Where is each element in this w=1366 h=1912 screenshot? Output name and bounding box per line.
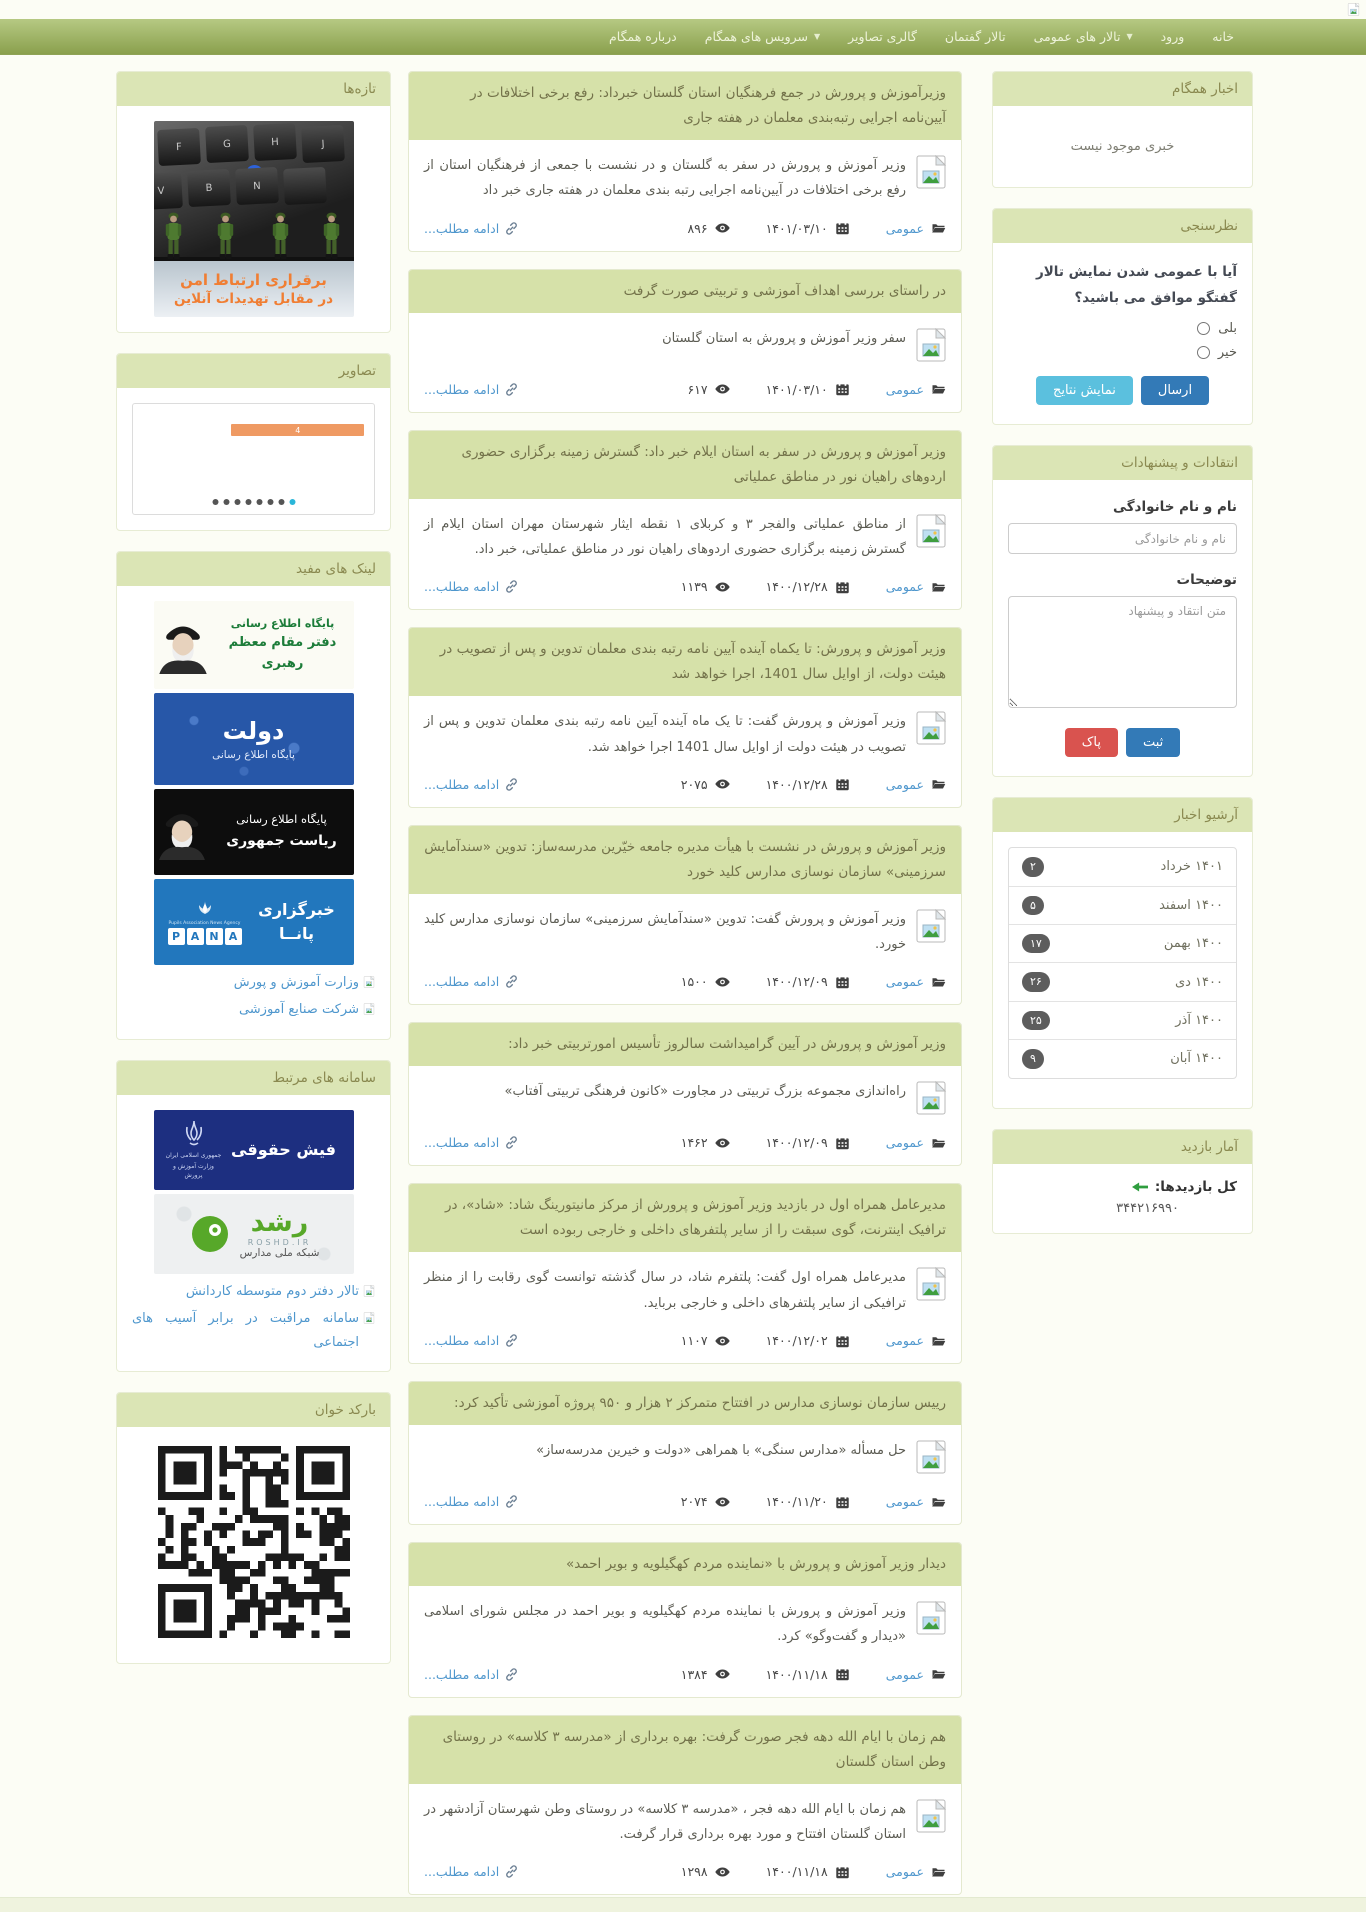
feedback-panel — [992, 445, 1253, 777]
calendar-icon — [835, 777, 850, 791]
image-carousel[interactable] — [132, 403, 375, 515]
leader-office-banner[interactable] — [154, 601, 354, 689]
news-card — [408, 825, 962, 1006]
archive-count-badge: ۱۷ — [1022, 934, 1050, 953]
calendar-icon — [835, 221, 850, 235]
pana-letter: A — [225, 928, 242, 945]
news-date: ۱۴۰۰/۱۲/۲۸ — [766, 579, 850, 594]
banner-text: رشد — [250, 1207, 309, 1239]
news-summary: مدیرعامل همراه اول گفت: پلتفرم شاد، در سال گذشته توانست گوی رقابت را از منظر ترافیکی از سایر پلتفرهای داخلی و خارجی برباید. — [424, 1270, 906, 1311]
news-views: ۱۵۰۰ — [681, 974, 730, 989]
calendar-icon — [835, 1136, 850, 1150]
poll-question: آیا با عمومی شدن نمایش تالار گفتگو موافق می باشید؟ — [1035, 264, 1237, 306]
folder-icon — [931, 1334, 946, 1348]
fullname-label: نام و نام خانوادگی — [1113, 499, 1237, 516]
nav-item-home[interactable]: خانه — [1212, 29, 1234, 44]
link-educational-industries[interactable]: شرکت صنایع آموزشی — [132, 996, 375, 1023]
news-title[interactable]: رییس سازمان نوسازی مدارس در افتتاح متمرکز ۲ هزار و ۹۵۰ پروژه آموزشی تأکید کرد: — [409, 1382, 961, 1425]
pana-news-agency-banner[interactable] — [154, 879, 354, 965]
news-card — [408, 1022, 962, 1166]
nav-item-login[interactable]: ورود — [1160, 29, 1185, 44]
news-category[interactable]: عمومی — [886, 777, 946, 792]
folder-icon — [931, 382, 946, 396]
folder-icon — [931, 975, 946, 989]
fullname-field[interactable] — [1008, 523, 1237, 554]
broken-image-icon — [916, 711, 946, 745]
archive-month-label: ۱۴۰۰ آذر — [1175, 1013, 1223, 1029]
panel-title: بارکد خوان — [117, 1393, 390, 1427]
calendar-icon — [835, 1334, 850, 1348]
news-summary: وزیر آموزش و پرورش با نماینده مردم کهگیلویه و بویر احمد در مجلس شورای اسلامی «دیدار و گفت‌وگو» کرد. — [424, 1604, 906, 1645]
page-top-strip — [0, 0, 1366, 19]
read-more-link[interactable]: ادامه مطلب... — [424, 382, 518, 397]
cleric-portrait — [154, 804, 210, 860]
iran-emblem-icon — [181, 1119, 207, 1149]
read-more-link[interactable]: ادامه مطلب... — [424, 974, 518, 989]
calendar-icon — [835, 1865, 850, 1879]
news-views: ۲۰۷۴ — [681, 1494, 730, 1509]
pana-letter: A — [187, 928, 204, 945]
broken-image-icon — [916, 1799, 946, 1833]
poll-radio-yes[interactable] — [1197, 322, 1210, 335]
banner-text: ریاست جمهوری — [226, 832, 337, 849]
keyboard-key: J — [301, 125, 345, 163]
news-list — [408, 71, 962, 1912]
broken-image-icon — [916, 328, 946, 362]
link-icon — [505, 1668, 518, 1681]
roshd-logo-icon — [188, 1212, 232, 1256]
chevron-down-icon: ▼ — [1126, 31, 1133, 41]
read-more-link[interactable]: ادامه مطلب... — [424, 1135, 518, 1150]
panel-title: تازه‌ها — [117, 72, 390, 106]
poll-option-no[interactable] — [1008, 345, 1237, 360]
read-more-link[interactable]: ادامه مطلب... — [424, 1864, 518, 1879]
folder-icon — [931, 1865, 946, 1879]
cleric-portrait — [154, 616, 212, 674]
pana-letter: N — [206, 928, 223, 945]
toy-soldier — [270, 211, 291, 261]
broken-image-icon — [363, 1285, 375, 1297]
toy-soldier — [163, 211, 184, 261]
news-date: ۱۴۰۰/۱۲/۰۲ — [766, 1333, 850, 1348]
folder-icon — [931, 1495, 946, 1509]
news-title[interactable]: وزیرآموزش و پرورش در جمع فرهنگیان استان گلستان خبرداد: رفع برخی اختلافات در آیین‌نامه اجرایی رتبه‌بندی معلمان در هفته جاری — [409, 72, 961, 140]
banner-text: فیش حقوقی — [231, 1140, 336, 1160]
keyboard-key: B — [187, 169, 231, 207]
news-card — [408, 627, 962, 808]
chevron-down-icon: ▼ — [813, 31, 821, 41]
news-title[interactable]: دیدار وزیر آموزش و پرورش با «نماینده مردم کهگیلویه و بویر احمد» — [409, 1543, 961, 1586]
news-views: ۱۴۶۲ — [681, 1135, 730, 1150]
link-icon — [505, 1865, 518, 1878]
news-card — [408, 1542, 962, 1698]
eye-icon — [715, 382, 730, 396]
news-card — [408, 71, 962, 252]
news-card — [408, 1715, 962, 1896]
news-category[interactable]: عمومی — [886, 382, 946, 397]
archive-month-label: ۱۴۰۰ بهمن — [1163, 936, 1223, 952]
broken-image-icon — [363, 1003, 375, 1015]
carousel-dot[interactable] — [234, 499, 240, 505]
payslip-banner[interactable] — [154, 1110, 354, 1190]
news-title[interactable]: وزیر آموزش و پرورش در سفر به استان ایلام خبر داد: گسترش زمینه برگزاری حضوری اردوهای راهیان نور در مناطق عملیاتی — [409, 431, 961, 499]
banner-text: دولت — [222, 717, 285, 745]
pana-letter: P — [168, 928, 185, 945]
banner-text: پایگاه اطلاع رسانی — [230, 617, 335, 631]
news-date: ۱۴۰۱/۰۳/۱۰ — [766, 221, 850, 236]
tulip-logo-icon — [195, 899, 215, 919]
archive-count-badge: ۵ — [1022, 896, 1044, 915]
carousel-dot[interactable] — [212, 499, 218, 505]
archive-count-badge: ۲۶ — [1022, 972, 1050, 991]
link-icon — [505, 383, 518, 396]
eye-icon — [715, 1667, 730, 1681]
calendar-icon — [835, 975, 850, 989]
news-date: ۱۴۰۰/۱۲/۰۹ — [766, 1135, 850, 1150]
hamgam-news-panel — [992, 71, 1253, 188]
news-title[interactable]: وزیر آموزش و پرورش در نشست با هیأت مدیره جامعه خیّرین مدرسه‌ساز: تدوین «سندآمایش سرزمینی» سازمان نوسازی مدارس کلید خورد — [409, 826, 961, 894]
carousel-dot[interactable] — [289, 499, 295, 505]
page-footer — [0, 1897, 1366, 1912]
carousel-dot[interactable] — [278, 499, 284, 505]
news-summary: از مناطق عملیاتی والفجر ۳ و کربلای ۱ نقطه ایثار شهرستان مهران استان ایلام از گسترش زمینه برگزاری حضوری اردوهای راهیان نور در مناطق عملیاتی، خبر داد. — [424, 516, 906, 557]
archive-count-badge: ۲۵ — [1022, 1011, 1050, 1030]
broken-image-icon — [916, 155, 946, 189]
carousel-loading-bar: 4 — [231, 424, 364, 436]
eye-icon — [715, 221, 730, 235]
keyboard-key: G — [205, 125, 249, 163]
government-portal-banner[interactable] — [154, 693, 354, 785]
nav-item-public-forums[interactable]: ▼ تالار های عمومی — [1033, 29, 1133, 44]
read-more-link[interactable]: ادامه مطلب... — [424, 1333, 518, 1348]
news-date: ۱۴۰۰/۱۱/۱۸ — [766, 1667, 850, 1682]
broken-image-icon — [1347, 3, 1360, 16]
folder-icon — [931, 580, 946, 594]
archive-item[interactable] — [1009, 1039, 1236, 1077]
poll-submit-button[interactable]: ارسال — [1141, 376, 1209, 405]
news-date: ۱۴۰۰/۱۱/۲۰ — [766, 1494, 850, 1509]
green-arrow-left-icon — [1132, 1181, 1148, 1193]
read-more-link[interactable]: ادامه مطلب... — [424, 579, 518, 594]
toy-soldier — [215, 211, 236, 261]
news-title[interactable]: هم زمان با ایام الله دهه فجر صورت گرفت: بهره برداری از «مدرسه ۳ کلاسه» در روستای وطن استان گلستان — [409, 1716, 961, 1784]
roshd-network-banner[interactable] — [154, 1194, 354, 1274]
eye-icon — [715, 580, 730, 594]
banner-text: وزارت آموزش و پرورش — [173, 1163, 214, 1180]
read-more-link[interactable]: ادامه مطلب... — [424, 1667, 518, 1682]
eye-icon — [715, 1334, 730, 1348]
calendar-icon — [835, 1495, 850, 1509]
news-category[interactable]: عمومی — [886, 1333, 946, 1348]
nav-item-image-gallery[interactable]: گالری تصاویر — [848, 29, 917, 44]
news-category[interactable]: عمومی — [886, 1667, 946, 1682]
news-archive-panel — [992, 797, 1253, 1108]
news-title[interactable]: وزیر آموزش و پرورش در آیین گرامیداشت سالروز تأسیس امورتربیتی خبر داد: — [409, 1023, 961, 1066]
news-views: ۱۱۳۹ — [681, 579, 730, 594]
link-education-ministry[interactable]: وزارت آموزش و پورش — [132, 969, 375, 996]
nav-item-hamgam-services[interactable]: ▼ سرویس های همگام — [704, 29, 821, 44]
news-title[interactable]: وزیر آموزش و پرورش: تا یکماه آینده آیین نامه رتبه بندی معلمان تدوین و پس از تصویب در هیئت دولت، از اوایل سال 1401، اجرا خواهد شد — [409, 628, 961, 696]
banner-text: جمهوری اسلامی ایران — [165, 1152, 222, 1160]
eye-icon — [715, 777, 730, 791]
broken-image-icon — [916, 1440, 946, 1474]
news-views: ۸۹۶ — [687, 221, 729, 236]
left-sidebar — [116, 71, 391, 1684]
nav-item-about-hamgam[interactable]: درباره همگام — [609, 29, 677, 44]
main-navbar — [0, 19, 1366, 55]
archive-item[interactable] — [1009, 924, 1236, 962]
poll-option-yes[interactable] — [1008, 321, 1237, 336]
panel-title: اخبار همگام — [993, 72, 1252, 106]
news-date: ۱۴۰۰/۱۱/۱۸ — [766, 1864, 850, 1879]
news-category[interactable]: عمومی — [886, 974, 946, 989]
broken-image-icon — [916, 909, 946, 943]
folder-icon — [931, 1136, 946, 1150]
useful-links-panel — [116, 551, 391, 1040]
news-summary: وزیر آموزش و پرورش در سفر به گلستان و در نشست با جمعی از فرهنگیان استان از رفع برخی اختلافات در آیین‌نامه اجرایی رتبه بندی معلمان در هفته جاری خبر داد — [424, 157, 906, 199]
keyboard-key: V — [154, 172, 183, 210]
news-summary: سفر وزیر آموزش و پرورش به استان گلستان — [662, 330, 906, 346]
link-icon — [505, 1136, 518, 1149]
banner-text: پایگاه اطلاع رسانی — [212, 749, 295, 761]
news-card — [408, 269, 962, 413]
archive-item[interactable] — [1009, 848, 1236, 885]
poll-radio-no[interactable] — [1197, 346, 1210, 359]
images-panel — [116, 353, 391, 531]
read-more-link[interactable]: ادامه مطلب... — [424, 1494, 518, 1509]
news-views: ۱۲۹۸ — [681, 1864, 730, 1879]
panel-title: نظرسنجی — [993, 209, 1252, 243]
link-icon — [505, 222, 518, 235]
no-news-message: خبری موجود نیست — [1070, 139, 1175, 154]
news-summary: وزیر آموزش و پرورش گفت: تدوین «سندآمایش سرزمینی» سازمان نوسازی مدارس کلید خورد. — [424, 911, 906, 953]
total-visits-value: ۳۴۴۲۱۶۹۹۰ — [1116, 1200, 1179, 1216]
carousel-dot[interactable] — [223, 499, 229, 505]
banner-caption-line1: برقراری ارتباط امن — [180, 271, 327, 289]
calendar-icon — [835, 580, 850, 594]
fresh-panel — [116, 71, 391, 333]
news-views: ۲۰۷۵ — [681, 777, 730, 792]
feedback-textarea[interactable] — [1008, 596, 1237, 708]
panel-title: سامانه های مرتبط — [117, 1061, 390, 1095]
banner-text: پانــا — [279, 924, 314, 943]
news-summary: وزیر آموزش و پرورش گفت: تا یک ماه آینده آیین نامه رتبه بندی معلمان تدوین و پس از تصویب در هیئت دولت از اوایل سال 1401 اجرا خواهد شد. — [424, 714, 906, 755]
banner-text: شبکه ملی مدارس — [239, 1247, 320, 1260]
feedback-submit-button[interactable]: ثبت — [1126, 728, 1180, 757]
news-summary: حل مسأله «مدارس سنگی» با همراهی «دولت و خیرین مدرسه‌ساز» — [536, 1443, 906, 1459]
broken-image-icon — [363, 1312, 375, 1324]
news-category[interactable]: عمومی — [886, 1864, 946, 1879]
link-kardanesh-forum[interactable]: تالار دفتر دوم متوسطه کاردانش — [132, 1278, 375, 1305]
poll-show-results-button[interactable]: نمایش نتایج — [1036, 376, 1133, 405]
poll-option-label: خیر — [1217, 345, 1237, 361]
news-category[interactable]: عمومی — [886, 221, 946, 236]
banner-caption-line2: در مقابل تهدیدات آنلاین — [173, 291, 334, 307]
poll-option-label: بلی — [1218, 321, 1237, 337]
carousel-dots[interactable] — [212, 499, 295, 505]
broken-image-icon — [363, 976, 375, 988]
banner-text: ROSHD.IR — [247, 1238, 312, 1248]
news-card — [408, 430, 962, 611]
link-icon — [505, 975, 518, 988]
fresh-banner-image[interactable] — [154, 121, 354, 317]
related-systems-panel — [116, 1060, 391, 1372]
folder-icon — [931, 777, 946, 791]
banner-text: دفتر مقام معظم رهبری — [228, 635, 337, 671]
news-title[interactable]: مدیرعامل همراه اول در بازدید وزیر آموزش و پرورش از مرکز مانیتورینگ شاد: «شاد»، در ترافیک اینترنت، گوی سبقت را از سایر پلتفرهای داخلی و خارجی ربوده است — [409, 1184, 961, 1252]
archive-item[interactable] — [1009, 886, 1236, 924]
keyboard-key: F — [157, 128, 201, 166]
calendar-icon — [835, 382, 850, 396]
banner-text: خبرگزاری — [258, 900, 335, 919]
link-icon — [505, 580, 518, 593]
news-date: ۱۴۰۰/۱۲/۲۸ — [766, 777, 850, 792]
news-views: ۶۱۷ — [687, 382, 729, 397]
barcode-reader-panel — [116, 1392, 391, 1664]
panel-title: آرشیو اخبار — [993, 798, 1252, 832]
folder-icon — [931, 1667, 946, 1681]
carousel-dot[interactable] — [256, 499, 262, 505]
archive-count-badge: ۹ — [1022, 1049, 1044, 1068]
folder-icon — [931, 221, 946, 235]
visit-stats-panel — [992, 1129, 1253, 1234]
news-card — [408, 1381, 962, 1525]
read-more-link[interactable]: ادامه مطلب... — [424, 777, 518, 792]
news-date: ۱۴۰۰/۱۲/۰۹ — [766, 974, 850, 989]
carousel-dot[interactable] — [245, 499, 251, 505]
archive-month-label: ۱۴۰۰ دی — [1174, 974, 1223, 990]
news-summary: هم زمان با ایام الله دهه فجر ، «مدرسه ۳ کلاسه» در روستای وطن شهرستان آزادشهر در استان گلستان افتتاح و مورد بهره برداری قرار گرفت. — [424, 1801, 906, 1842]
presidency-portal-banner[interactable] — [154, 789, 354, 875]
keyboard-key: H — [253, 123, 297, 161]
news-card — [408, 1183, 962, 1364]
broken-image-icon — [916, 1267, 946, 1301]
poll-panel — [992, 208, 1253, 425]
archive-item[interactable] — [1009, 1001, 1236, 1039]
archive-count-badge: ۲ — [1022, 857, 1044, 876]
news-category[interactable]: عمومی — [886, 579, 946, 594]
news-category[interactable]: عمومی — [886, 1494, 946, 1509]
keyboard-key: N — [235, 167, 279, 205]
toy-soldier — [321, 211, 342, 261]
panel-title: انتقادات و پیشنهادات — [993, 446, 1252, 480]
feedback-clear-button[interactable]: پاک — [1065, 728, 1118, 757]
eye-icon — [715, 975, 730, 989]
nav-item-discussion-forum[interactable]: تالار گفتمان — [944, 29, 1006, 44]
broken-image-icon — [916, 514, 946, 548]
news-date: ۱۴۰۱/۰۳/۱۰ — [766, 382, 850, 397]
archive-item[interactable] — [1009, 962, 1236, 1000]
link-icon — [505, 778, 518, 791]
banner-text: پایگاه اطلاع رسانی — [236, 812, 327, 827]
right-sidebar — [992, 71, 1253, 1254]
eye-icon — [715, 1495, 730, 1509]
news-views: ۱۳۸۴ — [681, 1667, 730, 1682]
news-views: ۱۱۰۷ — [681, 1333, 730, 1348]
total-visits-label: کل بازدیدها: — [1154, 1178, 1237, 1195]
banner-text: Pupils Association News Agency — [168, 921, 241, 926]
panel-title: تصاویر — [117, 354, 390, 388]
description-label: توضیحات — [1176, 572, 1237, 589]
keyboard-illustration — [154, 121, 354, 261]
news-title[interactable]: در راستای بررسی اهداف آموزشی و تربیتی صورت گرفت — [409, 270, 961, 313]
archive-month-label: ۱۴۰۱ خرداد — [1160, 859, 1223, 875]
keyboard-key — [283, 167, 327, 205]
carousel-dot[interactable] — [267, 499, 273, 505]
link-icon — [505, 1495, 518, 1508]
broken-image-icon — [916, 1601, 946, 1635]
panel-title: آمار بازدید — [993, 1130, 1252, 1164]
archive-month-label: ۱۴۰۰ اسفند — [1159, 897, 1223, 913]
link-social-harm-care-system[interactable]: سامانه مراقبت در برابر آسیب های اجتماعی — [132, 1305, 375, 1356]
news-category[interactable]: عمومی — [886, 1135, 946, 1150]
eye-icon — [715, 1865, 730, 1879]
read-more-link[interactable]: ادامه مطلب... — [424, 221, 518, 236]
archive-month-label: ۱۴۰۰ آبان — [1170, 1051, 1223, 1067]
panel-title: لینک های مفید — [117, 552, 390, 586]
link-icon — [505, 1334, 518, 1347]
news-summary: راه‌اندازی مجموعه بزرگ تربیتی در مجاورت «کانون فرهنگی تربیتی آفتاب» — [504, 1084, 906, 1100]
eye-icon — [715, 1136, 730, 1150]
qr-code — [158, 1446, 350, 1638]
calendar-icon — [835, 1667, 850, 1681]
broken-image-icon — [916, 1081, 946, 1115]
